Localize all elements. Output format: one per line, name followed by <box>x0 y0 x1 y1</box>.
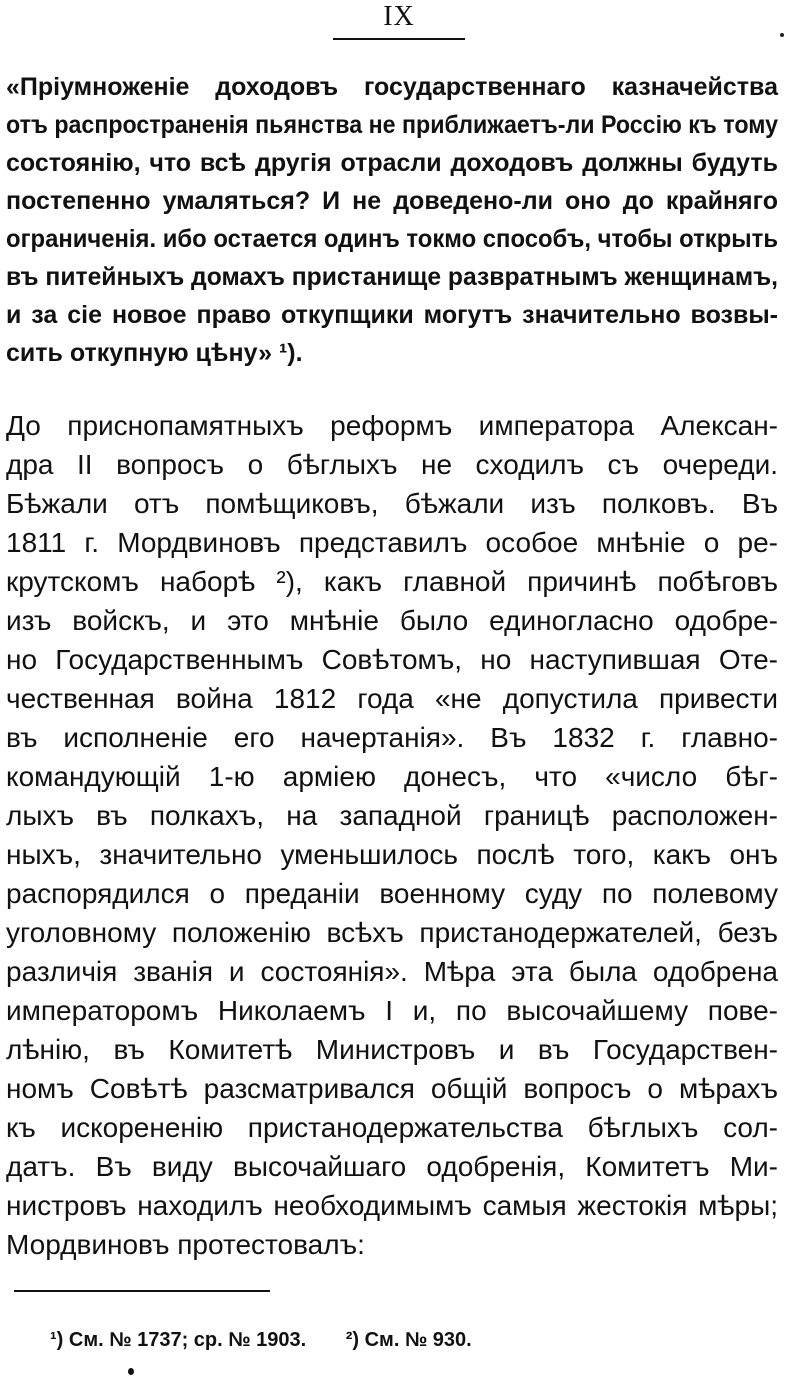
text-line: уголовному положенію всѣхъ пристанодержателей, безъ <box>6 917 778 948</box>
text-line: различія званія и состоянія». Мѣра эта была одобрена <box>6 956 778 987</box>
quote-line: отъ распространенія пьянства не приближаетъ-ли Россію къ тому <box>6 111 778 139</box>
print-speck <box>780 33 784 37</box>
quote-line: сить откупную цѣну» ¹). <box>6 339 303 367</box>
text-line: дра II вопросъ о бѣглыхъ не сходилъ съ очереди. <box>6 449 778 480</box>
quote-line: «Пріумноженіе доходовъ государственнаго казначейства <box>6 73 778 101</box>
text-line: Мордвиновъ протестовалъ: <box>6 1229 365 1260</box>
text-line: До приснопамятныхъ реформъ императора Алексан- <box>6 410 778 441</box>
text-line: изъ войскъ, и это мнѣніе было единогласно одобре- <box>6 605 778 636</box>
footnote-2: ²) См. № 930. <box>345 1329 472 1351</box>
text-line: императоромъ Николаемъ I и, по высочайшему пове- <box>6 995 778 1026</box>
text-line: ныхъ, значительно уменьшилось послѣ того, какъ онъ <box>6 839 778 870</box>
text-line: командующій 1-ю арміею донесъ, что «число бѣг- <box>6 761 778 792</box>
page-number: IX <box>383 1 415 32</box>
text-line: къ искорененію пристанодержательства бѣглыхъ сол- <box>6 1112 778 1143</box>
footnotes <box>50 1322 506 1362</box>
quote-line: въ питейныхъ домахъ пристанище развратнымъ женщинамъ, <box>6 263 778 291</box>
text-line: лыхъ въ полкахъ, на западной границѣ расположен- <box>6 800 778 831</box>
quote-line: постепенно умаляться? И не доведено-ли оно до крайняго <box>6 187 778 215</box>
footnote-1: ¹) См. № 1737; ср. № 1903. <box>50 1329 307 1351</box>
text-line: Бѣжали отъ помѣщиковъ, бѣжали изъ полковъ. Въ <box>6 488 778 519</box>
quote-line: ограниченія. ибо остается одинъ токмо способъ, чтобы открыть <box>6 225 778 253</box>
print-speck <box>128 1368 134 1375</box>
text-line: но Государственнымъ Совѣтомъ, но наступившая Оте- <box>6 644 778 675</box>
text-line: номъ Совѣтѣ разсматривался общій вопросъ о мѣрахъ <box>6 1073 778 1104</box>
text-line: чественная война 1812 года «не допустила привести <box>6 683 778 714</box>
text-line: распорядился о преданіи военному суду по полевому <box>6 878 778 909</box>
header-rule <box>333 38 465 40</box>
quote-line: состоянію, что всѣ другія отрасли доходовъ должны будуть <box>6 149 778 177</box>
text-line: въ исполненіе его начертанія». Въ 1832 г. главно- <box>6 722 778 753</box>
footnote-separator <box>14 1290 270 1292</box>
text-line: нистровъ находилъ необходимымъ самыя жестокія мѣры; <box>6 1190 778 1221</box>
text-line: датъ. Въ виду высочайшаго одобренія, Комитетъ Ми- <box>6 1151 778 1182</box>
text-line: лѣнію, въ Комитетѣ Министровъ и въ Государствен- <box>6 1034 778 1065</box>
text-line: крутскомъ наборѣ ²), какъ главной причинѣ побѣговъ <box>6 566 778 597</box>
text-line: 1811 г. Мордвиновъ представилъ особое мнѣніе о ре- <box>6 527 778 558</box>
quote-line: и за сіе новое право откупщики могутъ значительно возвы- <box>6 301 778 329</box>
